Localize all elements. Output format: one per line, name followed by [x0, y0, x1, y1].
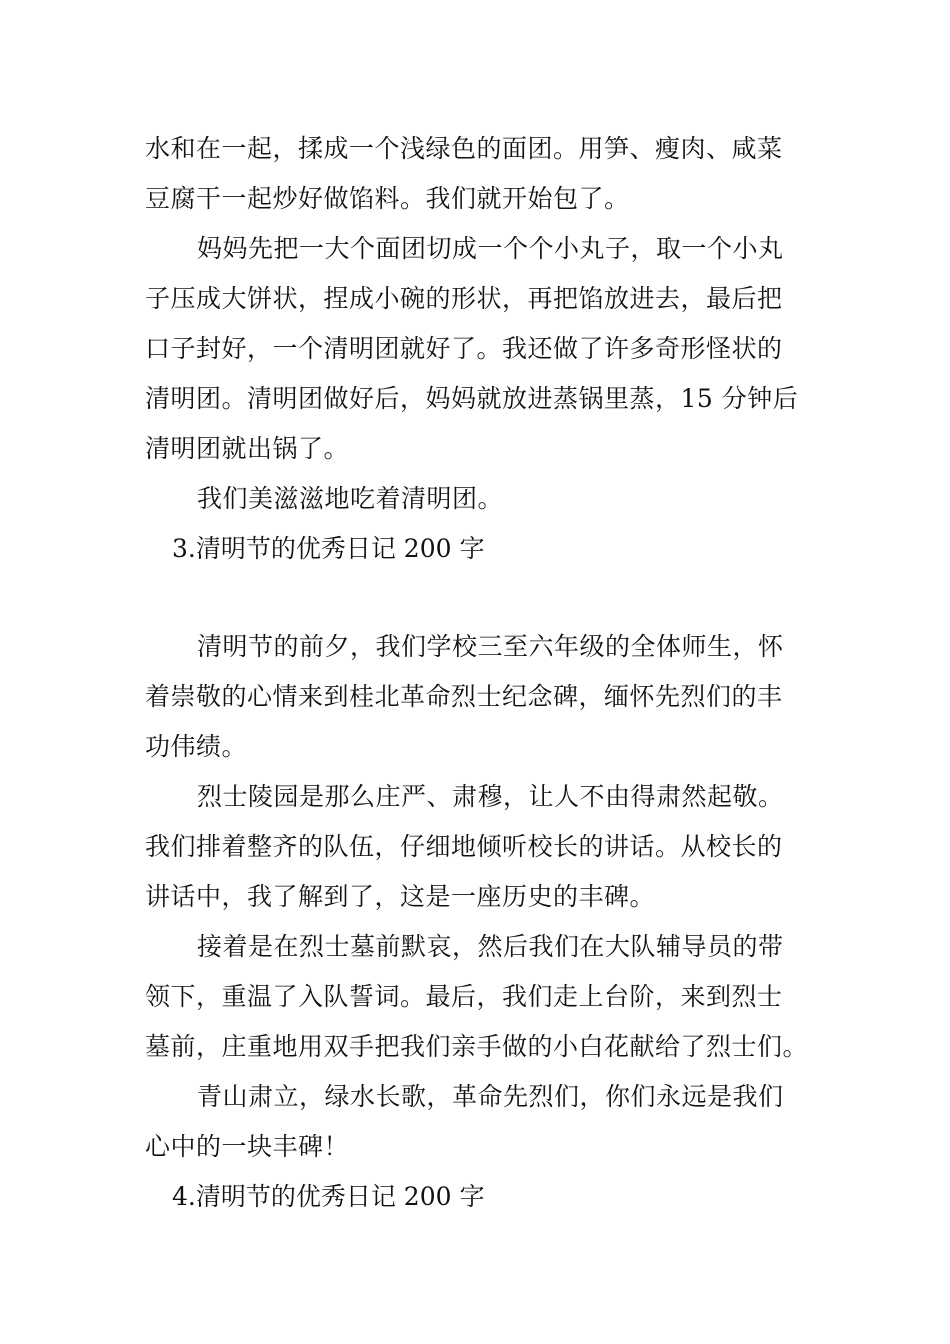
text-line: 妈妈先把一大个面团切成一个个小丸子，取一个小丸	[197, 234, 784, 263]
section-heading: 3.清明节的优秀日记 200 字	[172, 534, 485, 563]
text-line: 口子封好，一个清明团就好了。我还做了许多奇形怪状的	[145, 334, 783, 363]
text-line: 我们排着整齐的队伍，仔细地倾听校长的讲话。从校长的	[145, 832, 783, 861]
text-line: 心中的一块丰碑！	[145, 1132, 350, 1161]
text-line: 水和在一起，揉成一个浅绿色的面团。用笋、瘦肉、咸菜	[145, 134, 783, 163]
text-line: 我们美滋滋地吃着清明团。	[197, 484, 504, 513]
text-line: 讲话中，我了解到了，这是一座历史的丰碑。	[145, 882, 656, 911]
text-line: 烈士陵园是那么庄严、肃穆，让人不由得肃然起敬。	[197, 782, 784, 811]
text-line: 着崇敬的心情来到桂北革命烈士纪念碑，缅怀先烈们的丰	[145, 682, 783, 711]
text-line: 功伟绩。	[145, 732, 248, 761]
text-line: 墓前，庄重地用双手把我们亲手做的小白花献给了烈士们。	[145, 1032, 809, 1061]
section-heading: 4.清明节的优秀日记 200 字	[172, 1182, 485, 1211]
text-line: 青山肃立，绿水长歌，革命先烈们，你们永远是我们	[197, 1082, 784, 1111]
text-line: 豆腐干一起炒好做馅料。我们就开始包了。	[145, 184, 630, 213]
text-line: 清明团就出锅了。	[145, 434, 350, 463]
text-line: 接着是在烈士墓前默哀，然后我们在大队辅导员的带	[197, 932, 784, 961]
text-line: 清明节的前夕，我们学校三至六年级的全体师生，怀	[197, 632, 784, 661]
text-line: 清明团。清明团做好后，妈妈就放进蒸锅里蒸，15 分钟后	[145, 384, 799, 413]
text-line: 子压成大饼状，捏成小碗的形状，再把馅放进去，最后把	[145, 284, 783, 313]
text-line: 领下，重温了入队誓词。最后，我们走上台阶，来到烈士	[145, 982, 783, 1011]
